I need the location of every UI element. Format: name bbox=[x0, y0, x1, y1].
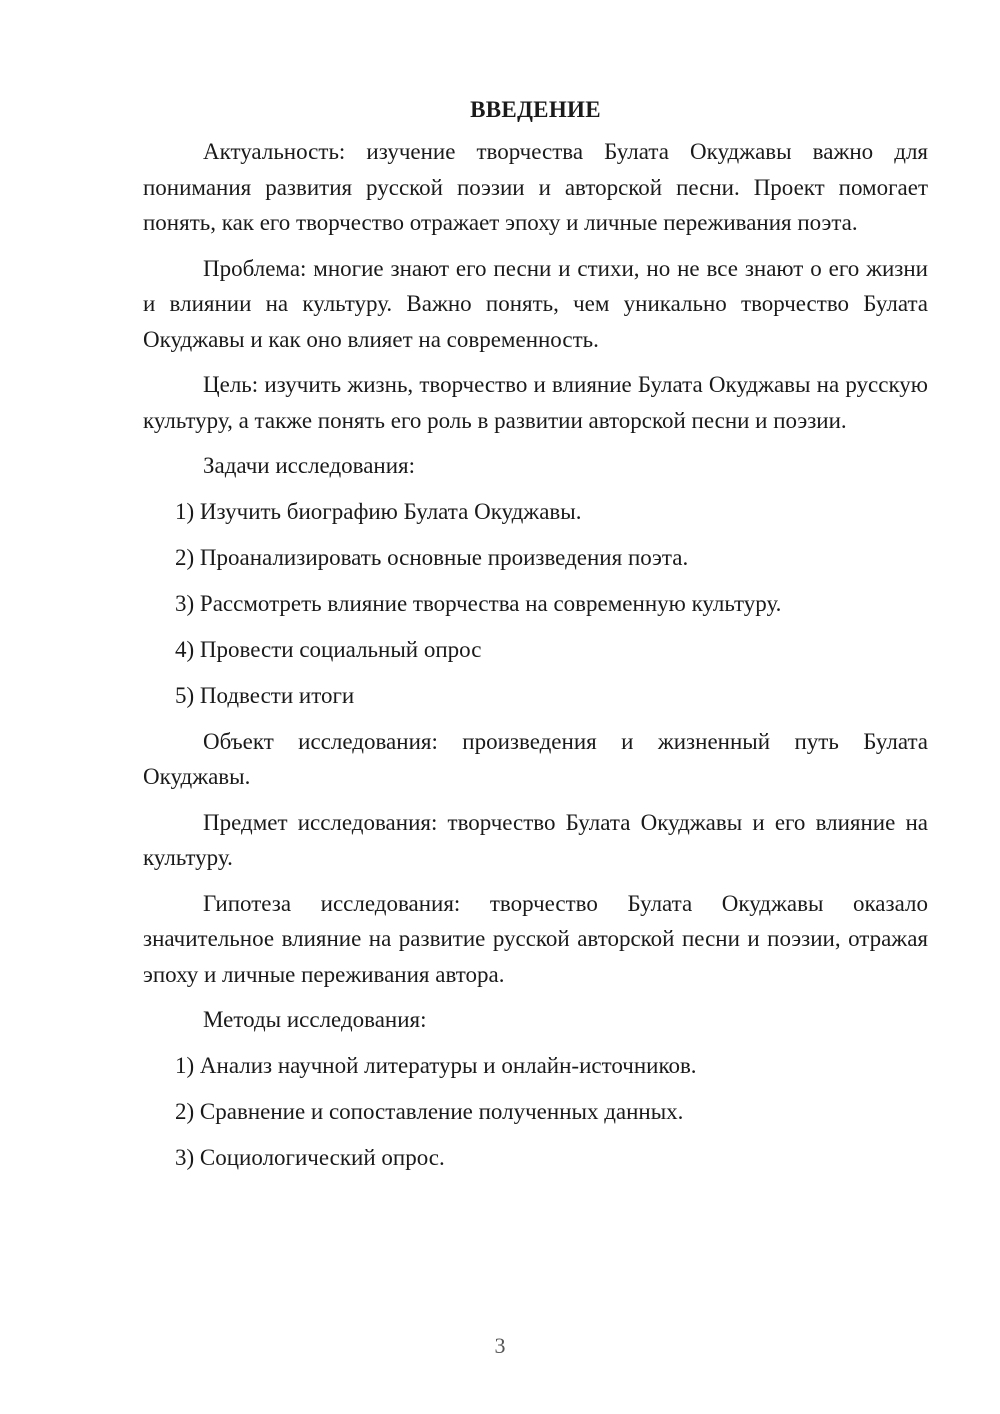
page-number: 3 bbox=[494, 1333, 506, 1358]
methods-heading: Методы исследования: bbox=[203, 1007, 427, 1032]
paragraph-goal: Цель: изучить жизнь, творчество и влияние Булата Окуджавы на русскую культуру, а также понять его роль в развитии авторской песни и поэзии. bbox=[143, 372, 928, 433]
tasks-list bbox=[143, 494, 928, 714]
list-item: 3) Рассмотреть влияние творчества на современную культуру. bbox=[175, 590, 782, 616]
paragraph-subject: Предмет исследования: творчество Булата Окуджавы и его влияние на культуру. bbox=[143, 809, 928, 870]
document-content bbox=[143, 92, 928, 1186]
list-item: 5) Подвести итоги bbox=[175, 682, 355, 708]
tasks-heading: Задачи исследования: bbox=[203, 453, 416, 478]
list-item: 1) Изучить биографию Булата Окуджавы. bbox=[175, 498, 582, 524]
methods-list bbox=[143, 1048, 928, 1176]
list-item: 3) Социологический опрос. bbox=[175, 1144, 445, 1170]
paragraph-object: Объект исследования: произведения и жизненный путь Булата Окуджавы. bbox=[143, 728, 928, 789]
list-item: 1) Анализ научной литературы и онлайн-источников. bbox=[175, 1052, 697, 1078]
paragraph-hypothesis: Гипотеза исследования: творчество Булата Окуджавы оказало значительное влияние на развитие русской авторской песни и поэзии, отражая эпоху и личные переживания автора. bbox=[143, 890, 928, 987]
section-title: ВВЕДЕНИЕ bbox=[470, 97, 601, 122]
paragraph-problem: Проблема: многие знают его песни и стихи, но не все знают о его жизни и влиянии на культуру. Важно понять, чем уникально творчество Булата Окуджавы и как оно влияет на современность. bbox=[143, 255, 928, 352]
list-item: 2) Проанализировать основные произведения поэта. bbox=[175, 544, 689, 570]
paragraph-relevance: Актуальность: изучение творчества Булата Окуджавы важно для понимания развития русской поэзии и авторской песни. Проект помогает понять, как его творчество отражает эпоху и личные переживания поэта. bbox=[143, 139, 928, 235]
list-item: 2) Сравнение и сопоставление полученных данных. bbox=[175, 1098, 684, 1124]
list-item: 4) Провести социальный опрос bbox=[175, 636, 482, 662]
